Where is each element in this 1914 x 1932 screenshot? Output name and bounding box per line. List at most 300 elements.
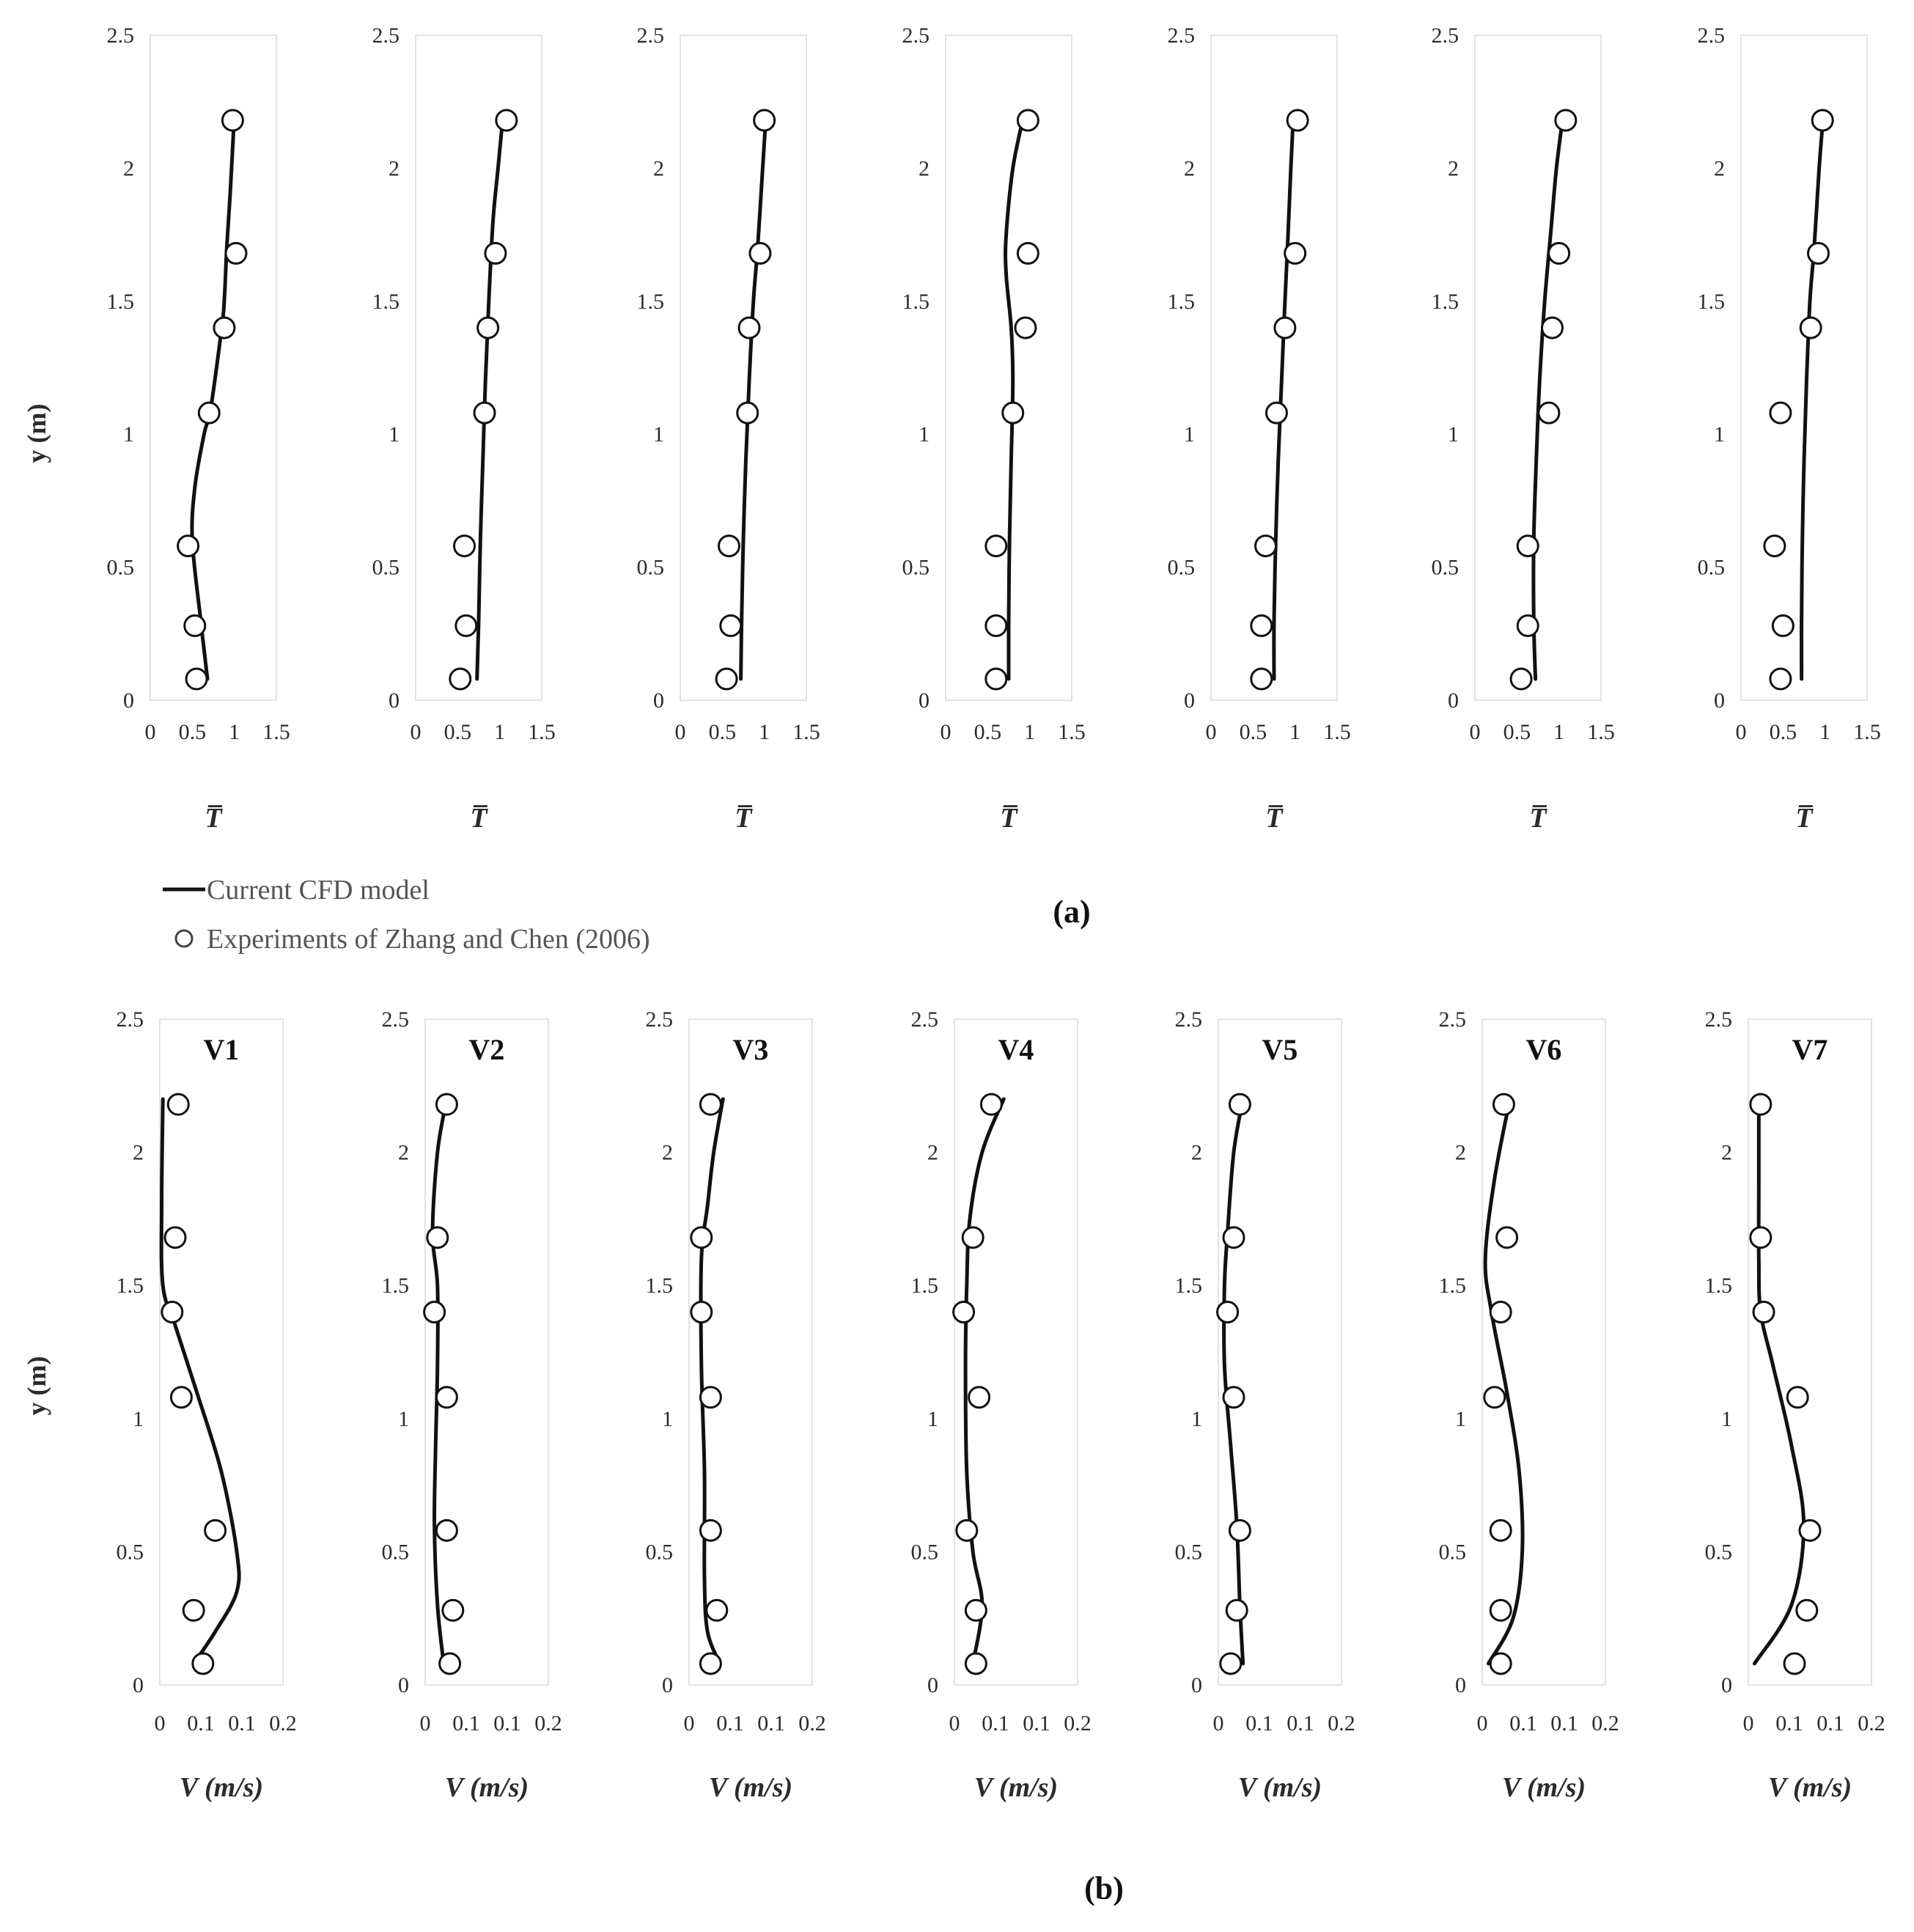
y-tick-label: 0 bbox=[653, 688, 664, 713]
experiment-point bbox=[965, 1600, 986, 1620]
x-tick-label: 0 bbox=[1742, 1711, 1754, 1736]
y-tick-label: 0.5 bbox=[372, 555, 400, 580]
panel-group-b bbox=[22, 1007, 1885, 1803]
experiment-point bbox=[1517, 536, 1538, 557]
y-tick-label: 1 bbox=[662, 1406, 673, 1431]
x-tick-label: 0.1 bbox=[1509, 1711, 1537, 1736]
y-tick-label: 2.5 bbox=[116, 1007, 144, 1032]
experiment-point bbox=[1484, 1387, 1505, 1408]
panel-a-1 bbox=[107, 23, 290, 834]
x-tick-label: 1.5 bbox=[528, 720, 556, 744]
experiment-point bbox=[1285, 243, 1306, 263]
x-tick-label: 0 bbox=[674, 720, 686, 744]
x-axis-label: V (m/s) bbox=[1237, 1772, 1322, 1803]
series-cfd-model-line bbox=[1754, 1099, 1803, 1664]
x-tick-label: 1.5 bbox=[1587, 720, 1615, 744]
y-tick-label: 2.5 bbox=[902, 23, 930, 48]
x-tick-label: 1.5 bbox=[1058, 720, 1086, 744]
experiment-point bbox=[1812, 110, 1833, 131]
series-cfd-model-line bbox=[1006, 115, 1024, 679]
x-tick-label: 1 bbox=[1819, 720, 1831, 744]
y-tick-label: 1.5 bbox=[1174, 1274, 1202, 1299]
x-axis-label: V (m/s) bbox=[973, 1772, 1059, 1803]
y-tick-label: 1.5 bbox=[381, 1274, 409, 1299]
y-tick-label: 0.5 bbox=[1704, 1540, 1732, 1565]
plot-frame bbox=[1748, 1019, 1871, 1685]
x-axis-label: T̅ bbox=[1529, 803, 1547, 834]
y-tick-label: 1 bbox=[398, 1406, 409, 1431]
panel-a-5 bbox=[1168, 23, 1351, 834]
series-cfd-model-line bbox=[701, 1099, 723, 1664]
experiment-point bbox=[1256, 536, 1276, 557]
x-tick-label: 0.5 bbox=[1503, 720, 1531, 744]
y-axis-label: y (m) bbox=[22, 1356, 51, 1416]
y-tick-label: 2 bbox=[1455, 1140, 1466, 1165]
y-tick-label: 2.5 bbox=[1174, 1007, 1202, 1032]
series-cfd-model-line bbox=[741, 115, 766, 679]
panel-group-a bbox=[22, 23, 1881, 834]
x-axis-label: T̅ bbox=[205, 803, 222, 834]
experiment-point bbox=[496, 110, 517, 131]
experiment-point bbox=[691, 1227, 712, 1248]
y-tick-label: 1 bbox=[927, 1406, 938, 1431]
experiment-point bbox=[691, 1302, 712, 1323]
experiment-point bbox=[1517, 615, 1538, 636]
panel-a-2 bbox=[372, 23, 556, 834]
experiment-point bbox=[205, 1520, 226, 1540]
x-tick-label: 0.1 bbox=[1023, 1711, 1050, 1736]
x-tick-label: 1.5 bbox=[262, 720, 290, 744]
plot-frame bbox=[954, 1019, 1078, 1685]
x-axis-label: V (m/s) bbox=[444, 1772, 529, 1803]
experiment-point bbox=[969, 1387, 990, 1408]
panel-title: V1 bbox=[203, 1033, 240, 1066]
experiment-point bbox=[721, 615, 741, 636]
y-tick-label: 0 bbox=[1455, 1673, 1466, 1697]
panel-a-4 bbox=[902, 23, 1086, 834]
x-tick-label: 0 bbox=[1735, 720, 1747, 744]
experiment-point bbox=[162, 1302, 183, 1323]
experiment-point bbox=[1800, 1520, 1820, 1540]
y-tick-label: 1.5 bbox=[116, 1274, 144, 1299]
experiment-point bbox=[1556, 110, 1576, 131]
experiment-point bbox=[986, 615, 1006, 636]
y-tick-label: 1 bbox=[133, 1406, 144, 1431]
y-tick-label: 1 bbox=[123, 422, 134, 447]
experiment-point bbox=[737, 403, 758, 423]
experiment-point bbox=[1511, 669, 1531, 689]
experiment-point bbox=[214, 317, 235, 338]
experiment-point bbox=[1275, 317, 1295, 338]
series-cfd-model-line bbox=[161, 1099, 239, 1664]
experiment-point bbox=[1003, 403, 1023, 423]
x-tick-label: 0.5 bbox=[708, 720, 737, 744]
y-tick-label: 2 bbox=[927, 1140, 938, 1165]
x-tick-label: 1 bbox=[494, 720, 506, 744]
plot-frame bbox=[160, 1019, 283, 1685]
experiment-point bbox=[962, 1227, 983, 1248]
experiment-point bbox=[700, 1653, 721, 1674]
y-tick-label: 0.5 bbox=[1174, 1540, 1202, 1565]
y-tick-label: 0.5 bbox=[106, 555, 134, 580]
experiment-point bbox=[716, 669, 737, 689]
experiment-point bbox=[1751, 1094, 1771, 1114]
experiment-point bbox=[165, 1227, 185, 1248]
y-tick-label: 2.5 bbox=[645, 1007, 673, 1032]
plot-frame bbox=[689, 1019, 812, 1685]
experiment-point bbox=[478, 317, 498, 338]
experiment-point bbox=[1549, 243, 1569, 263]
x-tick-label: 0 bbox=[154, 1711, 166, 1736]
experiment-point bbox=[700, 1094, 721, 1114]
y-tick-label: 2 bbox=[389, 156, 400, 181]
y-tick-label: 0 bbox=[919, 688, 930, 713]
experiment-point bbox=[965, 1653, 986, 1674]
experiment-point bbox=[1490, 1600, 1511, 1620]
experiment-point bbox=[1808, 243, 1828, 263]
x-axis-label: V (m/s) bbox=[1767, 1772, 1852, 1803]
experiment-point bbox=[199, 403, 219, 423]
experiment-point bbox=[1770, 669, 1791, 689]
x-tick-label: 0 bbox=[1212, 1711, 1224, 1736]
x-tick-label: 0.1 bbox=[1550, 1711, 1578, 1736]
x-axis-label: V (m/s) bbox=[1501, 1772, 1586, 1803]
y-tick-label: 0 bbox=[123, 688, 134, 713]
experiment-point bbox=[222, 110, 243, 131]
panel-a-7 bbox=[1698, 23, 1881, 834]
x-tick-label: 0.1 bbox=[452, 1711, 480, 1736]
y-tick-label: 2 bbox=[1448, 156, 1459, 181]
series-cfd-model-line bbox=[477, 115, 504, 679]
experiment-point bbox=[450, 669, 471, 689]
panel-b-1 bbox=[117, 1007, 297, 1803]
experiment-point bbox=[957, 1520, 977, 1540]
experiment-point bbox=[1218, 1302, 1238, 1323]
x-axis-label: T̅ bbox=[1265, 803, 1283, 834]
experiment-point bbox=[1751, 1227, 1771, 1248]
y-tick-label: 2.5 bbox=[381, 1007, 409, 1032]
y-tick-label: 2 bbox=[133, 1140, 144, 1165]
panel-title: V6 bbox=[1525, 1033, 1562, 1066]
experiment-point bbox=[1229, 1520, 1250, 1540]
y-tick-label: 0.5 bbox=[902, 555, 930, 580]
series-cfd-model-line bbox=[1274, 115, 1294, 679]
x-tick-label: 0.2 bbox=[798, 1711, 826, 1736]
x-tick-label: 0.1 bbox=[757, 1711, 785, 1736]
experiment-point bbox=[986, 669, 1006, 689]
panel-b-3 bbox=[646, 1007, 826, 1803]
x-tick-label: 0.5 bbox=[973, 720, 1002, 744]
y-tick-label: 2 bbox=[1191, 1140, 1202, 1165]
experiment-point bbox=[226, 243, 246, 263]
x-tick-label: 0 bbox=[683, 1711, 695, 1736]
experiment-point bbox=[427, 1227, 448, 1248]
panel-title: V5 bbox=[1262, 1033, 1298, 1066]
y-tick-label: 0 bbox=[398, 1673, 409, 1697]
y-tick-label: 1 bbox=[1714, 422, 1725, 447]
caption-a: (a) bbox=[1053, 894, 1091, 930]
x-tick-label: 1 bbox=[1024, 720, 1036, 744]
x-axis-label: T̅ bbox=[1795, 803, 1813, 834]
experiment-point bbox=[171, 1387, 191, 1408]
plot-frame bbox=[1218, 1019, 1341, 1685]
y-tick-label: 2.5 bbox=[636, 23, 664, 48]
y-tick-label: 0.5 bbox=[910, 1540, 938, 1565]
series-cfd-model-line bbox=[192, 115, 235, 679]
x-tick-label: 0 bbox=[1476, 1711, 1488, 1736]
y-tick-label: 2.5 bbox=[1438, 1007, 1466, 1032]
experiment-point bbox=[981, 1094, 1001, 1114]
y-tick-label: 1.5 bbox=[902, 289, 930, 314]
y-tick-label: 0.5 bbox=[645, 1540, 673, 1565]
y-tick-label: 1 bbox=[1455, 1406, 1466, 1431]
y-tick-label: 0 bbox=[133, 1673, 144, 1697]
y-tick-label: 1 bbox=[653, 422, 664, 447]
experiment-point bbox=[436, 1520, 457, 1540]
y-axis-label: y (m) bbox=[22, 403, 51, 463]
experiment-point bbox=[1226, 1600, 1247, 1620]
experiment-point bbox=[1287, 110, 1308, 131]
y-tick-label: 2.5 bbox=[106, 23, 134, 48]
y-tick-label: 1.5 bbox=[1431, 289, 1459, 314]
experiment-point bbox=[1229, 1094, 1250, 1114]
y-tick-label: 2 bbox=[919, 156, 930, 181]
experiment-point bbox=[443, 1600, 463, 1620]
experiment-point bbox=[719, 536, 740, 557]
experiment-point bbox=[754, 110, 775, 131]
y-tick-label: 0 bbox=[1184, 688, 1195, 713]
x-tick-label: 1 bbox=[759, 720, 770, 744]
y-tick-label: 0.5 bbox=[381, 1540, 409, 1565]
y-tick-label: 0.5 bbox=[1438, 1540, 1466, 1565]
y-tick-label: 1.5 bbox=[1697, 289, 1725, 314]
experiment-point bbox=[1017, 110, 1038, 131]
x-tick-label: 0.2 bbox=[1858, 1711, 1885, 1736]
y-tick-label: 1.5 bbox=[1704, 1274, 1732, 1299]
x-tick-label: 1 bbox=[1553, 720, 1565, 744]
y-tick-label: 2 bbox=[662, 1140, 673, 1165]
x-tick-label: 0.1 bbox=[1287, 1711, 1314, 1736]
y-tick-label: 1 bbox=[1184, 422, 1195, 447]
y-tick-label: 1.5 bbox=[636, 289, 664, 314]
y-tick-label: 0 bbox=[1721, 1673, 1732, 1697]
experiment-point bbox=[1015, 317, 1036, 338]
experiment-point bbox=[436, 1094, 457, 1114]
x-tick-label: 0.2 bbox=[1591, 1711, 1619, 1736]
experiment-point bbox=[700, 1520, 721, 1540]
panel-title: V4 bbox=[998, 1033, 1034, 1066]
y-tick-label: 0.5 bbox=[1167, 555, 1195, 580]
x-tick-label: 0.5 bbox=[178, 720, 207, 744]
y-tick-label: 1 bbox=[1448, 422, 1459, 447]
experiment-point bbox=[1490, 1302, 1511, 1323]
experiment-point bbox=[1797, 1600, 1817, 1620]
x-tick-label: 0 bbox=[419, 1711, 431, 1736]
experiment-point bbox=[1223, 1387, 1244, 1408]
y-tick-label: 0 bbox=[1191, 1673, 1202, 1697]
y-tick-label: 2 bbox=[1714, 156, 1725, 181]
legend bbox=[163, 875, 650, 955]
experiment-point bbox=[1542, 317, 1562, 338]
panel-a-6 bbox=[1432, 23, 1615, 834]
experiment-point bbox=[750, 243, 770, 263]
panel-b-5 bbox=[1175, 1007, 1355, 1803]
experiment-point bbox=[1251, 615, 1272, 636]
experiment-point bbox=[1773, 615, 1793, 636]
panel-title: V7 bbox=[1792, 1033, 1828, 1066]
experiment-point bbox=[178, 536, 199, 557]
x-tick-label: 0.1 bbox=[1817, 1711, 1844, 1736]
x-tick-label: 0.1 bbox=[187, 1711, 215, 1736]
experiment-point bbox=[456, 615, 476, 636]
panel-b-2 bbox=[382, 1007, 562, 1803]
y-tick-label: 2 bbox=[398, 1140, 409, 1165]
x-axis-label: T̅ bbox=[735, 803, 752, 834]
x-tick-label: 0 bbox=[940, 720, 952, 744]
y-tick-label: 2 bbox=[1184, 156, 1195, 181]
experiment-point bbox=[485, 243, 506, 263]
experiment-point bbox=[1017, 243, 1038, 263]
x-tick-label: 0.2 bbox=[269, 1711, 297, 1736]
x-tick-label: 0.5 bbox=[443, 720, 472, 744]
x-axis-label: V (m/s) bbox=[708, 1772, 793, 1803]
panel-title: V2 bbox=[468, 1033, 505, 1066]
experiment-point bbox=[1490, 1653, 1511, 1674]
panel-b-4 bbox=[911, 1007, 1092, 1803]
x-tick-label: 0.2 bbox=[1064, 1711, 1092, 1736]
x-tick-label: 1.5 bbox=[792, 720, 820, 744]
x-tick-label: 0 bbox=[1205, 720, 1217, 744]
experiment-point bbox=[183, 1600, 204, 1620]
y-tick-label: 0 bbox=[389, 688, 400, 713]
experiment-point bbox=[1539, 403, 1559, 423]
legend-model-label: Current CFD model bbox=[207, 875, 430, 906]
experiment-point bbox=[1493, 1094, 1514, 1114]
experiment-point bbox=[1770, 403, 1791, 423]
series-cfd-model-line bbox=[1224, 1099, 1243, 1664]
experiment-point bbox=[454, 536, 475, 557]
y-tick-label: 1.5 bbox=[106, 289, 134, 314]
y-tick-label: 1 bbox=[1721, 1406, 1732, 1431]
series-cfd-model-line bbox=[965, 1099, 1004, 1664]
x-tick-label: 0.2 bbox=[534, 1711, 562, 1736]
panel-a-3 bbox=[637, 23, 820, 834]
experiment-point bbox=[954, 1302, 974, 1323]
y-tick-label: 1 bbox=[389, 422, 400, 447]
x-tick-label: 1.5 bbox=[1853, 720, 1881, 744]
x-tick-label: 0.5 bbox=[1239, 720, 1267, 744]
x-tick-label: 0 bbox=[144, 720, 156, 744]
panel-b-6 bbox=[1439, 1007, 1619, 1803]
y-tick-label: 0.5 bbox=[1431, 555, 1459, 580]
experiment-point bbox=[193, 1653, 213, 1674]
experiment-point bbox=[707, 1600, 727, 1620]
y-tick-label: 1.5 bbox=[1438, 1274, 1466, 1299]
experiment-point bbox=[1800, 317, 1821, 338]
experiment-point bbox=[1221, 1653, 1241, 1674]
experiment-point bbox=[1764, 536, 1785, 557]
y-tick-label: 1.5 bbox=[372, 289, 400, 314]
y-tick-label: 0 bbox=[927, 1673, 938, 1697]
experiment-point bbox=[700, 1387, 721, 1408]
caption-b: (b) bbox=[1084, 1870, 1124, 1906]
x-tick-label: 0.1 bbox=[716, 1711, 744, 1736]
y-tick-label: 1.5 bbox=[645, 1274, 673, 1299]
y-tick-label: 2.5 bbox=[910, 1007, 938, 1032]
y-tick-label: 2.5 bbox=[1167, 23, 1195, 48]
experiment-point bbox=[1784, 1653, 1805, 1674]
x-axis-label: T̅ bbox=[1000, 803, 1017, 834]
y-tick-label: 2.5 bbox=[1704, 1007, 1732, 1032]
x-axis-label: T̅ bbox=[470, 803, 487, 834]
x-tick-label: 0.1 bbox=[982, 1711, 1009, 1736]
series-cfd-model-line bbox=[1802, 115, 1824, 679]
x-tick-label: 0.1 bbox=[1245, 1711, 1273, 1736]
x-tick-label: 1 bbox=[229, 720, 240, 744]
experiment-point bbox=[474, 403, 495, 423]
y-tick-label: 2.5 bbox=[1697, 23, 1725, 48]
x-tick-label: 0 bbox=[949, 1711, 960, 1736]
panel-title: V3 bbox=[732, 1033, 769, 1066]
experiment-point bbox=[1490, 1520, 1511, 1540]
experiment-point bbox=[424, 1302, 445, 1323]
y-tick-label: 0.5 bbox=[1697, 555, 1725, 580]
x-tick-label: 0.1 bbox=[228, 1711, 256, 1736]
x-tick-label: 0 bbox=[410, 720, 422, 744]
experiment-point bbox=[186, 669, 207, 689]
plot-frame bbox=[1741, 35, 1867, 700]
plot-frame bbox=[150, 35, 276, 700]
y-tick-label: 0.5 bbox=[116, 1540, 144, 1565]
experiment-point bbox=[1223, 1227, 1244, 1248]
x-axis-label: V (m/s) bbox=[179, 1772, 264, 1803]
panel-b-7 bbox=[1705, 1007, 1885, 1803]
y-tick-label: 1.5 bbox=[910, 1274, 938, 1299]
y-tick-label: 0.5 bbox=[636, 555, 664, 580]
experiment-point bbox=[185, 615, 205, 636]
experiment-point bbox=[1753, 1302, 1774, 1323]
y-tick-label: 2.5 bbox=[1431, 23, 1459, 48]
y-tick-label: 0 bbox=[662, 1673, 673, 1697]
y-tick-label: 1 bbox=[1191, 1406, 1202, 1431]
experiment-point bbox=[1787, 1387, 1808, 1408]
x-tick-label: 1.5 bbox=[1323, 720, 1351, 744]
x-tick-label: 1 bbox=[1289, 720, 1301, 744]
y-tick-label: 2 bbox=[653, 156, 664, 181]
experiment-point bbox=[440, 1653, 460, 1674]
x-tick-label: 0.5 bbox=[1769, 720, 1797, 744]
experiment-point bbox=[436, 1387, 457, 1408]
legend-experiment-label: Experiments of Zhang and Chen (2006) bbox=[207, 924, 650, 955]
y-tick-label: 0 bbox=[1448, 688, 1459, 713]
x-tick-label: 0.1 bbox=[493, 1711, 521, 1736]
x-tick-label: 0 bbox=[1469, 720, 1481, 744]
y-tick-label: 1.5 bbox=[1167, 289, 1195, 314]
plot-frame bbox=[1475, 35, 1601, 700]
series-cfd-model-line bbox=[433, 1099, 446, 1664]
series-cfd-model-line bbox=[1534, 115, 1563, 679]
x-tick-label: 0.1 bbox=[1775, 1711, 1803, 1736]
legend-experiment-marker bbox=[176, 930, 192, 947]
experiment-point bbox=[1497, 1227, 1517, 1248]
y-tick-label: 2.5 bbox=[372, 23, 400, 48]
x-tick-label: 0.2 bbox=[1328, 1711, 1355, 1736]
experiment-point bbox=[1251, 669, 1272, 689]
experiment-point bbox=[739, 317, 759, 338]
series-cfd-model-line bbox=[1485, 1099, 1523, 1664]
experiment-point bbox=[986, 536, 1006, 557]
y-tick-label: 2 bbox=[1721, 1140, 1732, 1165]
